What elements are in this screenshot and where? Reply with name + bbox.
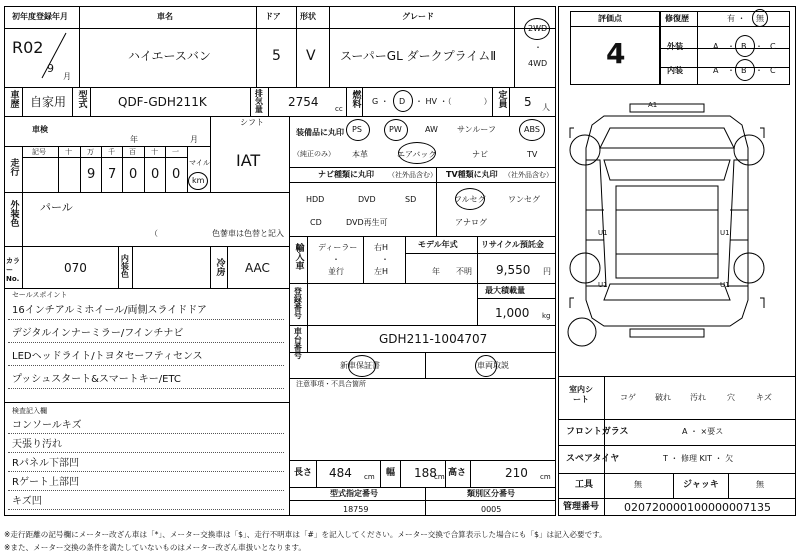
first-reg-year: R02	[12, 38, 44, 57]
drive-4wd: 4WD	[528, 59, 548, 68]
import-parallel: 並行	[328, 267, 344, 276]
mileage-unit-mile: マイル	[189, 159, 210, 167]
recycle-value: 9,550	[496, 263, 531, 277]
mileage-digit-label-2: 千	[108, 148, 115, 156]
month-unit: 月	[63, 72, 71, 81]
height-value: 210	[505, 466, 528, 480]
shift-value: IAT	[236, 151, 261, 170]
width-unit: cm	[434, 473, 445, 481]
equip-airbag: エアバック	[397, 150, 437, 159]
score-value: 4	[606, 37, 626, 70]
sales-point-3: LEDヘッドライト/トヨタセーフティセンス	[12, 351, 203, 362]
interior-dot2: ・	[755, 66, 763, 75]
interior-b: B	[741, 66, 747, 75]
max-load-label: 最大積載量	[485, 286, 525, 295]
width-value: 188	[414, 466, 437, 480]
grade-value: スーパーGL ダークプライムⅡ	[340, 49, 497, 63]
aircon-label: 冷房	[214, 258, 225, 276]
sheet-burn: コゲ	[620, 393, 636, 402]
recycle-yen: 円	[543, 267, 551, 276]
inspection-year-unit: 年	[130, 135, 138, 144]
sales-point-2: デジタルインナーミラー/フインチナビ	[12, 328, 184, 339]
equipment-label: 装備品に丸印	[296, 128, 344, 137]
equip-abs: ABS	[524, 125, 540, 134]
sales-point-4: プッシュスタート&スマートキー/ETC	[12, 374, 181, 385]
tools-label: 工具	[575, 480, 594, 490]
navi-sub: （社外品含む）	[388, 171, 437, 179]
fuel-rest: ・ HV ・（ ）	[415, 97, 492, 106]
equip-aw: AW	[425, 125, 438, 134]
inspector-line-2: 天張り汚れ	[12, 439, 62, 450]
length-unit: cm	[364, 473, 375, 481]
diagram-mark-a1: A1	[648, 101, 658, 109]
exterior-a: A	[713, 42, 719, 51]
repair-label: 修復歴	[665, 14, 689, 23]
mileage-digit-label-3: 百	[129, 148, 136, 156]
exterior-dot2: ・	[755, 42, 763, 51]
exterior-dot1: ・	[727, 42, 735, 51]
exterior-label: 外装	[667, 42, 683, 51]
color-no-value: 070	[64, 261, 87, 275]
sheet-hole: 穴	[727, 393, 735, 402]
drive-dot: ・	[534, 43, 542, 52]
import-label: 輸入車	[293, 243, 304, 270]
sales-points-label: セールスポイント	[12, 291, 68, 299]
height-unit: cm	[540, 473, 551, 481]
diagram-mark-u1-3: U1	[598, 281, 608, 289]
navi-dvd-play: DVD再生可	[346, 218, 388, 227]
car-name-label: 車名	[157, 12, 173, 21]
footer-line-2: ※また、メーター交換の条件を満たしていないものはメーター改ざん車扱いとなります。	[4, 543, 306, 552]
interior-c: C	[770, 66, 776, 75]
mileage-unit-km: km	[192, 176, 205, 185]
glass-value: A ・ ×要ス	[682, 427, 724, 436]
mileage-label: 走行	[8, 158, 19, 176]
first-reg-label: 初年度登録年月	[12, 12, 68, 21]
inspector-line-3: Rパネル下部凹	[12, 458, 79, 469]
sheet-dirt: 汚れ	[690, 393, 706, 402]
equip-ps: PS	[352, 125, 362, 134]
class-no-label: 類別区分番号	[467, 489, 515, 498]
vehicle-manual: 車両取説	[477, 361, 509, 370]
usage-value: 自家用	[30, 95, 67, 109]
mileage-digit-label-0: 十	[65, 148, 72, 156]
diagram-mark-u1-1: U1	[598, 229, 608, 237]
person-unit: 人	[542, 103, 550, 112]
footer-line-1: ※走行距離の記号欄にメーター改ざん車は「*」、メーター交換車は「$」、走行不明車は「#」を記入してください。メーター交換で合算表示した場合にも「$」は記入必要です。	[4, 530, 607, 539]
import-dot2: ・	[381, 255, 389, 264]
inspector-label: 検査記入欄	[12, 407, 47, 415]
exterior-c: C	[770, 42, 776, 51]
new-car-warranty: 新車保証書	[340, 361, 380, 370]
mileage-digit-1: 9	[87, 167, 96, 182]
inspection-month-unit: 月	[190, 135, 198, 144]
class-no-value: 0005	[481, 505, 502, 514]
interior-a: A	[713, 66, 719, 75]
model-year-unit: 年	[432, 267, 440, 276]
chassis-label: 車台番号	[293, 327, 303, 359]
color-value: パール	[40, 201, 73, 214]
equip-tv: TV	[527, 150, 538, 159]
reg-label: 登録番号	[293, 287, 303, 319]
mileage-digit-label-1: 万	[87, 148, 94, 156]
shape-label: 形状	[300, 12, 316, 21]
model-label: 型式	[76, 90, 87, 108]
import-dealer: ディーラー	[318, 243, 358, 252]
length-label: 長さ	[294, 468, 313, 478]
mileage-digit-5: 0	[172, 167, 181, 182]
fuel-d: D	[399, 97, 406, 106]
tv-sub: （社外品含む）	[504, 171, 553, 179]
management-value: 020720000100000007135	[624, 501, 771, 514]
repair-selected: 無	[756, 14, 764, 23]
equip-pw: PW	[389, 125, 402, 134]
diagram-mark-u1-4: U1	[720, 281, 730, 289]
shift-label: シフト	[240, 118, 264, 127]
management-label: 管理番号	[563, 502, 600, 512]
car-name-value: ハイエースバン	[128, 49, 211, 63]
import-right: 右H	[374, 243, 389, 252]
equipment-sub: （純正のみ）	[293, 150, 335, 158]
diagram-mark-u1-2: U1	[720, 229, 730, 237]
inspector-line-4: Rゲート上部凹	[12, 477, 79, 488]
length-value: 484	[329, 466, 352, 480]
model-year-label: モデル年式	[418, 240, 458, 249]
navi-sd: SD	[405, 195, 417, 204]
tools-value: 無	[634, 480, 642, 489]
usage-label: 車歴	[8, 90, 19, 108]
exterior-b: B	[741, 42, 747, 51]
fuel-label: 燃料	[350, 90, 361, 108]
inspector-line-5: キズ凹	[12, 496, 42, 507]
tv-fullseg: フルセグ	[454, 195, 486, 204]
type-no-label: 型式指定番号	[330, 489, 378, 498]
displacement-label: 排気量	[254, 89, 264, 113]
drive-2wd: 2WD	[528, 24, 548, 33]
capacity-label: 定員	[496, 90, 507, 108]
import-left: 左H	[374, 267, 389, 276]
repair-options: 有 ・	[727, 14, 746, 23]
interior-dot1: ・	[727, 66, 735, 75]
chassis-value: GDH211-1004707	[379, 332, 488, 346]
interior-label: 内装	[667, 66, 683, 75]
jack-label: ジャッキ	[683, 480, 719, 490]
mileage-digit-label-4: 十	[151, 148, 158, 156]
width-label: 幅	[386, 468, 396, 478]
mileage-digit-2: 7	[108, 167, 117, 182]
height-label: 高さ	[448, 468, 467, 478]
door-value: 5	[272, 48, 281, 64]
navi-label: ナビ種類に丸印	[318, 170, 374, 179]
first-reg-month: 9	[47, 62, 54, 75]
cc-unit: cc	[335, 105, 343, 113]
glass-label: フロントガラス	[566, 427, 629, 437]
tv-oneseg: ワンセグ	[508, 195, 540, 204]
mileage-digit-3: 0	[129, 167, 138, 182]
recycle-label: リサイクル預託金	[481, 240, 544, 249]
displacement-value: 2754	[288, 95, 319, 109]
import-dot: ・	[332, 255, 340, 264]
color-note: 色替車は色替と記入	[212, 229, 284, 238]
kg-unit: kg	[542, 312, 551, 320]
navi-dvd: DVD	[358, 195, 376, 204]
model-year-value: 不明	[456, 267, 472, 276]
interior-color-label: 内装色	[120, 254, 130, 278]
navi-cd: CD	[310, 218, 322, 227]
mileage-sign-label: 記号	[32, 148, 46, 156]
spare-value: T ・ 修理 KIT ・ 欠	[663, 454, 734, 463]
capacity-value: 5	[524, 95, 532, 109]
score-label: 評価点	[598, 14, 622, 23]
color-label: 外装色	[8, 200, 19, 227]
color-note-paren: （ ）	[150, 229, 230, 238]
sheet-tear: 破れ	[655, 393, 671, 402]
sales-point-1: 16インチアルミホイール/両側スライドドア	[12, 305, 207, 316]
aircon-value: AAC	[245, 261, 270, 275]
color-no-label: カラーNo.	[6, 257, 20, 284]
equip-sunroof: サンルーフ	[457, 125, 496, 134]
equip-navi: ナビ	[472, 150, 488, 159]
mileage-digit-label-5: 一	[172, 148, 179, 156]
grade-label: グレード	[402, 12, 434, 21]
inspector-line-1: コンソールキズ	[12, 420, 82, 431]
fuel-g: G ・	[372, 97, 389, 106]
spare-label: スペアタイヤ	[566, 454, 620, 464]
model-value: QDF-GDH211K	[118, 95, 207, 109]
tv-analog: アナログ	[455, 218, 487, 227]
tv-label: TV種類に丸印	[446, 170, 498, 179]
type-no-value: 18759	[343, 505, 369, 514]
inspection-label: 車検	[32, 125, 48, 134]
interior-sheet-label: 室内シート	[569, 385, 593, 405]
navi-hdd: HDD	[306, 195, 325, 204]
shape-value: V	[306, 48, 316, 64]
equip-leather: 本革	[352, 150, 368, 159]
jack-value: 無	[756, 480, 764, 489]
mileage-digit-4: 0	[151, 167, 160, 182]
door-label: ドア	[265, 12, 281, 21]
max-load-value: 1,000	[495, 306, 530, 320]
notice-label: 注意事項・不具合箇所	[296, 380, 366, 388]
sheet-scratch: キズ	[756, 393, 772, 402]
